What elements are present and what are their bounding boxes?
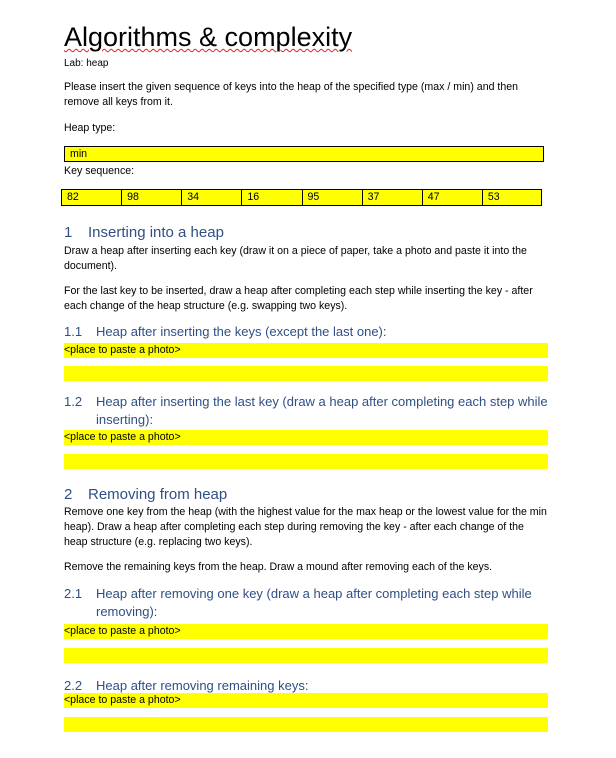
subsection-1-1-heading — [64, 323, 548, 341]
section-1-title: Inserting into a heap — [88, 224, 224, 241]
heap-type-field[interactable] — [64, 146, 544, 162]
section-2-para-1: Remove one key from the heap (with the highest value for the max heap or the lowest value for the min heap). Draw a heap after completing each step during removing the key - after each change of the heap structure (e.g. replacing two keys). — [64, 506, 547, 548]
heap-type-label: Heap type: — [64, 122, 116, 134]
document-title: Algorithms & complexity — [64, 22, 353, 52]
subsection-2-2-title: Heap after removing remaining keys: — [96, 678, 309, 693]
photo-area-1-1[interactable] — [64, 366, 548, 381]
intro-paragraph: Please insert the given sequence of keys into the heap of the specified type (max / min) and then remove all keys from it. — [64, 81, 519, 108]
section-2-para-2: Remove the remaining keys from the heap. Draw a mound after removing each of the keys. — [64, 561, 493, 573]
key-cell: 16 — [242, 190, 302, 205]
subsection-1-2-title: Heap after inserting the last key (draw a heap after completing each step while inserting): — [96, 394, 548, 427]
key-cell: 95 — [303, 190, 363, 205]
heap-type-value: min — [70, 148, 88, 160]
section-1-number: 1 — [64, 224, 73, 241]
key-cell: 47 — [423, 190, 483, 205]
photo-placeholder-1-1[interactable]: <place to paste a photo> — [64, 343, 548, 358]
subsection-1-2-heading — [64, 393, 548, 429]
subsection-2-1-title: Heap after removing one key (draw a heap after completing each step while removing): — [96, 586, 532, 619]
subsection-1-1-number: 1.1 — [64, 324, 83, 339]
photo-placeholder-2-2[interactable]: <place to paste a photo> — [64, 693, 548, 708]
section-1-para-2: For the last key to be inserted, draw a heap after completing each step while inserting the key - after each change of the heap structure (e.g. swapping two keys). — [64, 285, 533, 312]
photo-area-2-1[interactable] — [64, 648, 548, 663]
subsection-2-1-heading — [64, 585, 548, 621]
subsection-1-1-title: Heap after inserting the keys (except the last one): — [96, 324, 387, 339]
key-cell: 53 — [487, 191, 500, 203]
subsection-1-2-number: 1.2 — [64, 394, 83, 409]
photo-area-2-2[interactable] — [64, 717, 548, 732]
section-1-heading — [64, 223, 224, 243]
subsection-2-1-number: 2.1 — [64, 586, 83, 601]
lab-line: Lab: heap — [64, 58, 109, 69]
subsection-2-2-number: 2.2 — [64, 678, 83, 693]
key-cell: 82 — [62, 190, 122, 205]
section-2-number: 2 — [64, 486, 73, 503]
photo-placeholder-2-1[interactable]: <place to paste a photo> — [64, 624, 548, 639]
key-cell: 34 — [182, 190, 242, 205]
key-sequence-table — [61, 189, 542, 206]
photo-placeholder-1-2[interactable]: <place to paste a photo> — [64, 430, 548, 445]
section-2-heading — [64, 485, 227, 505]
section-2-title: Removing from heap — [88, 486, 228, 503]
key-cell: 37 — [363, 190, 423, 205]
key-sequence-label: Key sequence: — [64, 165, 135, 177]
section-1-para-1: Draw a heap after inserting each key (draw it on a piece of paper, take a photo and paste it into the document). — [64, 245, 527, 272]
key-cell: 98 — [122, 190, 182, 205]
photo-area-1-2[interactable] — [64, 454, 548, 469]
